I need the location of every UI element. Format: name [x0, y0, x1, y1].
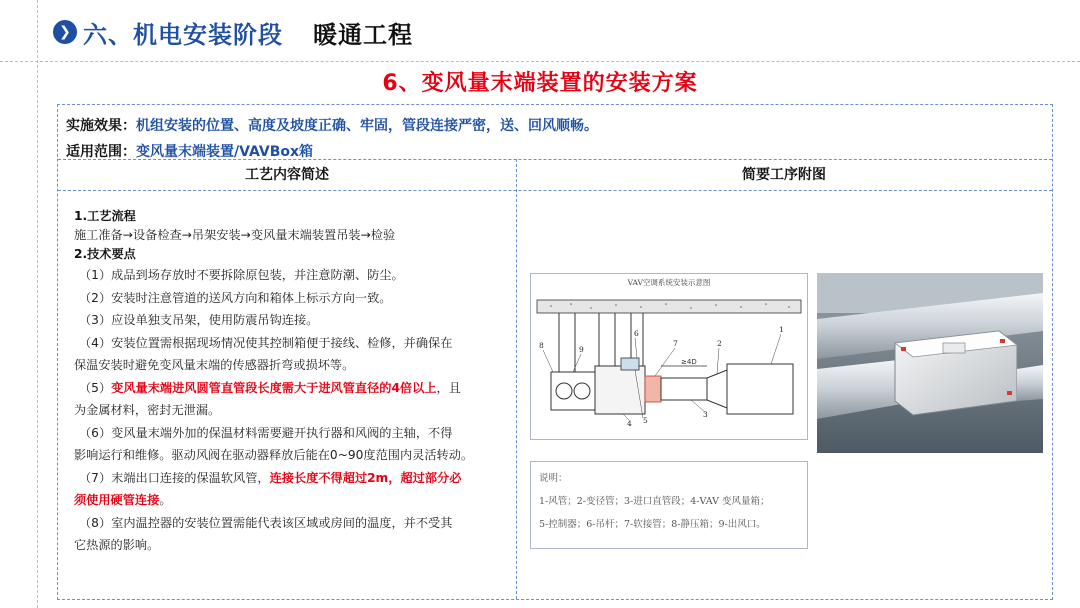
photo-render	[817, 273, 1043, 453]
point-4-line-2: 保温安装时避免变风量末端的传感器折弯或损坏等。	[74, 358, 355, 372]
inlet-straight-duct	[661, 378, 707, 400]
flow-text: 施工准备→设备检查→吊架安装→变风量末端装置吊装→检验	[74, 228, 396, 242]
column-divider	[516, 159, 517, 599]
label-5: 5	[643, 416, 648, 425]
legend-line-2: 5-控制器；6-吊杆；7-软接管；8-静压箱；9-出风口。	[539, 519, 766, 530]
label-9: 9	[579, 345, 584, 354]
column-header-content: 工艺内容简述	[245, 167, 329, 183]
point-5-highlight: 变风量末端进风圆管直管段长度需大于进风管直径的4倍以上	[111, 380, 437, 395]
red-marker	[1007, 391, 1012, 395]
header	[53, 14, 413, 50]
point-3: （3）应设单独支吊架，使用防震吊钩连接。	[79, 313, 319, 327]
chevron-right-circle-icon: ❯	[53, 20, 77, 44]
outlet-duct	[1017, 365, 1043, 401]
nameplate	[943, 343, 965, 353]
controller	[621, 358, 639, 370]
point-4-line-1: （4）安装位置需根据现场情况使其控制箱便于接线、检修，并确保在	[79, 335, 453, 350]
static-pressure-box	[551, 372, 595, 410]
label-6: 6	[634, 329, 639, 338]
red-marker	[901, 347, 906, 351]
legend-line-1: 1-风管；2-变径管；3-进口直管段；4-VAV 变风量箱；	[539, 496, 770, 507]
point-5-line-1	[74, 377, 510, 400]
vav-box-photo	[817, 273, 1043, 453]
label-1: 1	[779, 325, 784, 334]
vav-installation-diagram	[530, 273, 808, 440]
point-7-prefix: （7）末端出口连接的保温软风管，	[79, 470, 270, 485]
section-title: 六、机电安装阶段	[83, 20, 283, 49]
scope-value: 变风量末端装置/VAVBox箱	[136, 144, 314, 160]
diagram-legend	[530, 461, 808, 549]
page-title: 6、变风量末端装置的安装方案	[382, 71, 698, 96]
vav-box	[595, 366, 645, 414]
table-header	[58, 159, 1052, 191]
point-8-line-2: 它热源的影响。	[74, 538, 160, 552]
point-8-line-1: （8）室内温控器的安装位置需能代表该区域或房间的温度，并不受其	[79, 515, 453, 530]
point-6-line-2: 影响运行和维修。驱动风阀在驱动器释放后能在0~90度范围内灵活转动。	[74, 448, 474, 462]
label-4: 4	[627, 419, 632, 428]
legend-title: 说明：	[539, 473, 568, 484]
dimension-label: ≥4D	[681, 358, 697, 366]
point-7-comma: ，	[388, 470, 401, 485]
tech-heading: 2.技术要点	[74, 247, 136, 261]
process-description	[74, 207, 510, 557]
point-5-suffix: ，且	[436, 380, 461, 395]
red-marker	[1000, 339, 1005, 343]
effect-row	[66, 115, 598, 135]
diagram-caption: VAV空调系统安装示意图	[627, 278, 711, 287]
section-subtitle: 暖通工程	[313, 20, 413, 49]
point-1: （1）成品到场存放时不要拆除原包装，并注意防潮、防尘。	[79, 268, 404, 282]
scope-label: 适用范围：	[66, 144, 136, 160]
point-5-prefix: （5）	[79, 380, 112, 395]
point-7-line-1	[74, 467, 510, 490]
process-table	[58, 159, 1052, 599]
flex-connector	[645, 376, 661, 402]
point-5-line-2: 为金属材料，密封无泄漏。	[74, 403, 221, 417]
column-header-figure: 简要工序附图	[742, 167, 826, 183]
label-8: 8	[539, 341, 544, 350]
label-3: 3	[703, 410, 708, 419]
effect-value: 机组安装的位置、高度及坡度正确、牢固，管段连接严密，送、回风顺畅。	[136, 118, 598, 134]
point-7-highlight-1: 连接长度不得超过2m	[269, 470, 389, 485]
point-7-highlight-3: 须使用硬管连接	[74, 493, 160, 507]
diagram-drawing	[531, 274, 807, 439]
point-6-line-1: （6）变风量末端外加的保温材料需要避开执行器和风阀的主轴，不得	[79, 425, 453, 440]
point-7-line-2	[74, 489, 510, 512]
flow-heading: 1.工艺流程	[74, 209, 136, 223]
label-2: 2	[717, 339, 722, 348]
content-box	[57, 104, 1053, 600]
scope-row	[66, 141, 313, 161]
main-duct	[727, 364, 793, 414]
point-7-end: 。	[159, 493, 172, 507]
label-7: 7	[673, 339, 678, 348]
ceiling-slab	[537, 300, 801, 313]
reducer	[707, 370, 727, 408]
effect-label: 实施效果：	[66, 118, 136, 134]
point-7-highlight-2: 超过部分必	[400, 470, 462, 485]
page-guide-horizontal	[0, 61, 1080, 62]
point-2: （2）安装时注意管道的送风方向和箱体上标示方向一致。	[79, 290, 392, 305]
